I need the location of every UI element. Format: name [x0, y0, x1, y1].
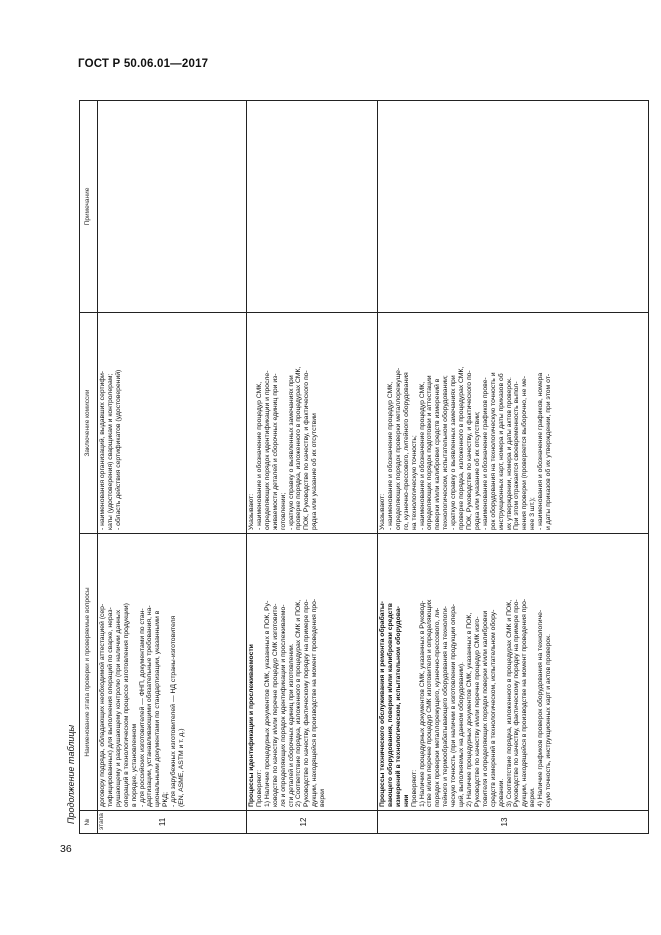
text-line: верки.: [529, 787, 537, 807]
text-line: 3) Соответствие порядка, изложенного в процедурах СМК и ПОК,: [505, 599, 513, 807]
table-row: [97, 101, 246, 833]
text-line: Проверяют:: [410, 769, 418, 807]
text-line: определяющих порядок идентификации и просле-: [263, 370, 271, 530]
text-line: - наименование и обозначение процедур СМК,: [255, 381, 263, 530]
text-line: сти деталей и сборочных единиц при изготовлении.: [287, 643, 295, 807]
text-line: определяющих порядок подготовки и аттестации: [426, 375, 434, 530]
text-line: рушающему и разрушающему контролю (при наличии данных: [114, 609, 122, 807]
text-line: тифицированных) для выполнения операций по сварке, нераз-: [106, 607, 114, 807]
text-line: на технологическую точность;: [410, 435, 418, 530]
text-line: товителя и определяющих порядок поверки и/или калибровки: [481, 610, 489, 807]
stage-number: 13: [378, 810, 648, 833]
text-line: проверке порядка, изложенного в процедурах СМК,: [295, 366, 303, 530]
text-line: технологическом, испытательном оборудовании;: [442, 375, 450, 530]
text-line: дукции, находящейся в производстве на момент проведения про-: [311, 598, 319, 807]
text-line: ководстве по качеству и/или перечне процедур СМК изготовите-: [271, 603, 279, 807]
text-line: поверки и/или калибровки средств измерений в: [434, 378, 442, 530]
text-line: инструкционных карт, номера и даты приказов об: [497, 373, 505, 530]
note-cell: [247, 101, 377, 312]
page-number: 36: [60, 843, 72, 855]
rotated-table: [79, 100, 649, 834]
text-line: (EN, ASME, ASTM и т. д.): [178, 728, 186, 807]
text-line: го, кузнечно-прессового, литейного оборудования: [402, 372, 410, 530]
text-line: дартизации, устанавливающими обязательные требования, на-: [146, 605, 154, 807]
text-line: скую точность, инструкционных карт и актов проверок.: [545, 633, 553, 807]
text-line: вающего оборудования, поверки и/или калибровки средств: [386, 603, 394, 807]
text-line: ПОК, Руководстве по качеству, и фактического по-: [465, 370, 473, 530]
text-line: - наименования и обозначение графиков, номера: [537, 372, 545, 530]
text-line: 2) Соответствие порядка, изложенного в процедурах СМК и ПОК,: [295, 599, 303, 807]
text-line: Указывают:: [379, 493, 386, 530]
note-cell: [98, 101, 246, 312]
text-line: циональными документами по стандартизации, указанными в: [154, 610, 162, 807]
text-line: рядка или указание об их отсутствии;: [473, 411, 481, 530]
text-line: 2) Наличие процедурных документов СМК, указанных в ПОК,: [465, 612, 473, 807]
text-line: Процессы технического обслуживания и ремонта обрабаты-: [379, 601, 386, 807]
text-line: - краткую справку о выявленных замечаниях при: [287, 375, 295, 530]
text-line: определяющих порядок проверки металлорежуще-: [394, 367, 402, 530]
text-line: измерений в технологическом, испытательном оборудова-: [394, 606, 402, 807]
text-line: - наименование и обозначение процедур СМК,: [386, 381, 394, 530]
commission-conclusion: [98, 312, 246, 533]
text-line: 1) Наличие процедурных документов СМК, указанных в Руковод-: [418, 600, 426, 807]
table-row: [377, 101, 648, 833]
table-area: [79, 100, 649, 834]
stage-number: 12: [247, 810, 377, 833]
text-line: 1) Наличие процедурных документов СМК, указанных в ПОК, Ру-: [263, 600, 271, 807]
header-note: Примечание: [84, 187, 91, 226]
text-line: каты (удостоверения) сварщикам и контролерам;: [106, 373, 114, 530]
stage-description: [247, 533, 377, 810]
text-line: 4) Наличие графиков проверок оборудования на технологиче-: [537, 609, 545, 807]
text-line: довании.: [497, 778, 505, 807]
text-line: верки: [319, 789, 327, 807]
caption-area: [60, 100, 76, 834]
text-line: Руководстве по качеству, фактическому порядку на примере про-: [513, 599, 521, 807]
header-stage-number: № этапа: [80, 810, 97, 833]
text-line: живаемости деталей и сборочных единиц при из-: [271, 373, 279, 530]
header-stage-name: Наименование этапа проверки и проверяемые вопросы: [80, 533, 97, 810]
stage-number: 11: [98, 810, 246, 833]
text-line: Руководстве по качеству, фактическому порядку на примере про-: [303, 599, 311, 807]
commission-conclusion: [247, 312, 377, 533]
text-line: - для зарубежных изготовителей — НД страны-изготовителя: [170, 615, 178, 807]
text-line: При этом отражается своевременность выпол-: [513, 381, 521, 530]
stage-description: [98, 533, 246, 810]
text-line: нии: [402, 794, 410, 807]
text-line: - область действия сертификатов (удостоверений): [114, 369, 122, 530]
text-line: договору подряда, обладающих необходимой аттестацией (сер-: [99, 603, 106, 807]
text-line: ческую точность (при наличии в изготовлении продукции опера-: [450, 603, 458, 807]
text-line: - наименование и обозначение процедур СМК,: [418, 381, 426, 530]
text-line: - для российских изготовителей — ФНП, документами по стан-: [138, 608, 146, 807]
text-line: и даты приказов об их утверждении, при этом от-: [545, 373, 553, 530]
stage-description: [378, 533, 648, 810]
text-line: нее 3 шт.);: [529, 497, 537, 530]
text-line: рок оборудования на технологическую точность и: [489, 372, 497, 530]
table-row: [246, 101, 377, 833]
text-line: стве и/или перечне процедур СМК изготовителя и определяющих: [426, 599, 434, 807]
text-line: проверке порядка, изложенного в процедурах СМК,: [458, 366, 466, 530]
text-line: Руководстве по качеству и/или перечне процедур СМК изго-: [473, 616, 481, 807]
text-line: средств измерений в технологическом, испытательном обору-: [489, 609, 497, 807]
text-line: РКД;: [162, 792, 170, 807]
text-line: тейного и термообрабатывающего оборудования на технологи-: [442, 606, 450, 807]
text-line: ПОК, Руководстве по качеству, и фактического по-: [303, 370, 311, 530]
text-line: нения проверки (проверяется выборочно, не ме-: [521, 376, 529, 530]
commission-conclusion: [378, 312, 648, 533]
text-line: операций в технологическом процессе изготовления продукции): [122, 603, 130, 807]
text-line: - краткую справку о выявленных замечаниях при: [450, 375, 458, 530]
note-cell: [378, 101, 648, 312]
text-line: в порядке, установленном: [130, 723, 138, 807]
text-line: Указывают:: [248, 493, 255, 530]
text-line: рядка или указание об их отсутствии: [311, 413, 319, 530]
text-line: порядок проверки металлорежущего, кузнечно-прессового, ли-: [434, 607, 442, 807]
header-conclusion: Заключение комиссии: [80, 312, 97, 533]
text-line: ля и определяющих порядок идентификации и прослеживаемо-: [279, 604, 287, 807]
text-line: ций, выполняемых на данном оборудовании).: [458, 661, 466, 807]
text-line: Процессы идентификации и прослеживаемости: [248, 644, 255, 807]
table-caption: Продолжение таблицы: [66, 724, 76, 824]
text-line: - наименование и обозначение графиков прове-: [481, 377, 489, 530]
text-line: дукции, находящейся в производстве на момент проведения про-: [521, 598, 529, 807]
document-title: ГОСТ Р 50.06.01—2017: [78, 58, 209, 70]
text-line: - наименования организаций, выдавших сертифи-: [99, 370, 106, 530]
text-line: готовлении;: [279, 492, 287, 530]
text-line: их утверждении, номера и даты актов проверок.: [505, 377, 513, 530]
text-line: Проверяют:: [255, 769, 263, 807]
